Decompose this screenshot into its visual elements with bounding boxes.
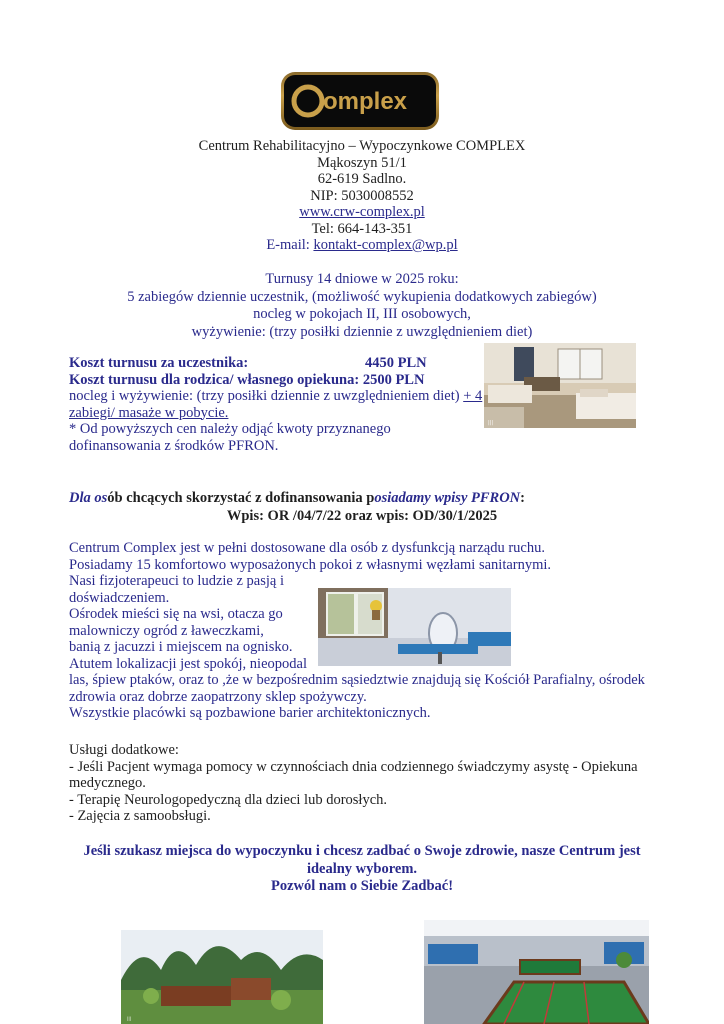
pfron-part-4: : [520,490,525,506]
closing-line-2: idealny wyborem. [306,860,418,877]
svg-text:|||: ||| [127,1016,132,1021]
bedroom-photo [484,343,636,428]
additional-services [69,742,669,825]
website-link[interactable]: www.crw-complex.pl [299,204,425,220]
contact-header [0,138,724,254]
game-room-photo [424,920,649,1024]
svg-text:omplex: omplex [323,88,408,115]
parent-price-label: Koszt turnusu dla rodzica/ własnego opiekuna: [69,371,360,388]
turnus-line-4: wyżywienie: (trzy posiłki dziennie z uwzględnieniem diet) [191,323,533,340]
service-item-1a: - Jeśli Pacjent wymaga pomocy w czynnościach dnia codziennego świadczymy asystę - Opiekuna [69,758,638,775]
description-line-11: Wszystkie placówki są pozbawione barier architektonicznych. [69,705,431,721]
email-link[interactable]: kontakt-complex@wp.pl [313,237,458,253]
telephone: Tel: 664-143-351 [311,220,413,237]
turnus-line-2: 5 zabiegów dziennie uczestnik, (możliwość wykupienia dodatkowych zabiegów) [127,288,597,305]
address-city: 62-619 Sadlno. [317,171,407,187]
pfron-part-3: osiadamy wpisy PFRON [374,490,521,506]
therapy-room-photo [318,588,511,666]
description-line-5: Ośrodek mieści się na wsi, otacza go [69,606,283,622]
description-line-6: malowniczy ogród z ławeczkami, [69,622,264,639]
pfron-statement [69,490,669,507]
description-line-7: banią z jacuzzi i miejscem na ognisko. [69,639,293,655]
turnus-line-1: Turnusy 14 dniowe w 2025 roku: [265,271,459,287]
pfron-note-line-2: dofinansowania z środków PFRON. [69,437,279,454]
description-line-1: Centrum Complex jest w pełni dostosowane dla osób z dysfunkcją narządu ruchu. [69,540,545,556]
svg-text:|||: ||| [488,420,494,426]
description-line-9: las, śpiew ptaków, oraz to ,że w bezpośrednim sąsiedztwie znajdują się Kościół Parafialny, ośrodek [69,672,645,688]
address-street: Mąkoszyn 51/1 [317,154,407,171]
pfron-part-2: ób chcących skorzystać z dofinansowania p [107,490,375,506]
parent-details: nocleg i wyżywienie: (trzy posiłki dziennie z uwzględnieniem diet) [69,388,460,404]
closing-line-3: Pozwól nam o Siebie Zadbać! [270,878,454,894]
garden-jacuzzi-photo [121,930,323,1024]
complex-logo [281,72,439,130]
parent-price: 2500 PLN [362,371,425,388]
description-line-4: doświadczeniem. [69,589,170,606]
pfron-entries: Wpis: OR /04/7/22 oraz wpis: OD/30/1/2025 [226,508,498,524]
participant-price-label: Koszt turnusu za uczestnika: [69,355,249,371]
pfron-part-1: Dla os [69,490,108,506]
services-heading: Usługi dodatkowe: [69,742,179,758]
service-item-1b: medycznego. [69,775,146,791]
turnus-line-3: nocleg w pokojach II, III osobowych, [253,306,471,322]
turnus-info [0,271,724,341]
description-line-2: Posiadamy 15 komfortowo wyposażonych pokoi z własnymi węzłami sanitarnymi. [69,556,552,573]
closing-statement [0,843,724,896]
description-line-3: Nasi fizjoterapeuci to ludzie z pasją i [69,573,284,589]
description-line-10: zdrowia oraz dobrze zaopatrzony sklep spożywczy. [69,688,367,705]
pricing-section [69,355,484,454]
pfron-note-line-1: * Od powyższych cen należy odjąć kwoty przyznanego [69,421,391,437]
participant-price: 4450 PLN [365,355,427,371]
service-item-3: - Zajęcia z samoobsługi. [69,808,211,824]
service-item-2: - Terapię Neurologopedyczną dla dzieci lub dorosłych. [69,791,388,808]
closing-line-1: Jeśli szukasz miejsca do wypoczynku i chcesz zadbać o Swoje zdrowie, nasze Centrum jest [83,843,641,859]
email-label: E-mail: [266,237,314,253]
description-line-8: Atutem lokalizacji jest spokój, nieopodal [69,655,307,672]
logo-wordmark [290,81,430,121]
nip-number: NIP: 5030008552 [310,187,414,204]
company-name: Centrum Rehabilitacyjno – Wypoczynkowe COMPLEX [198,138,526,154]
parent-extra-b: zabiegi/ masaże w pobycie. [69,404,229,421]
parent-extra-a: + 4 [463,388,483,404]
